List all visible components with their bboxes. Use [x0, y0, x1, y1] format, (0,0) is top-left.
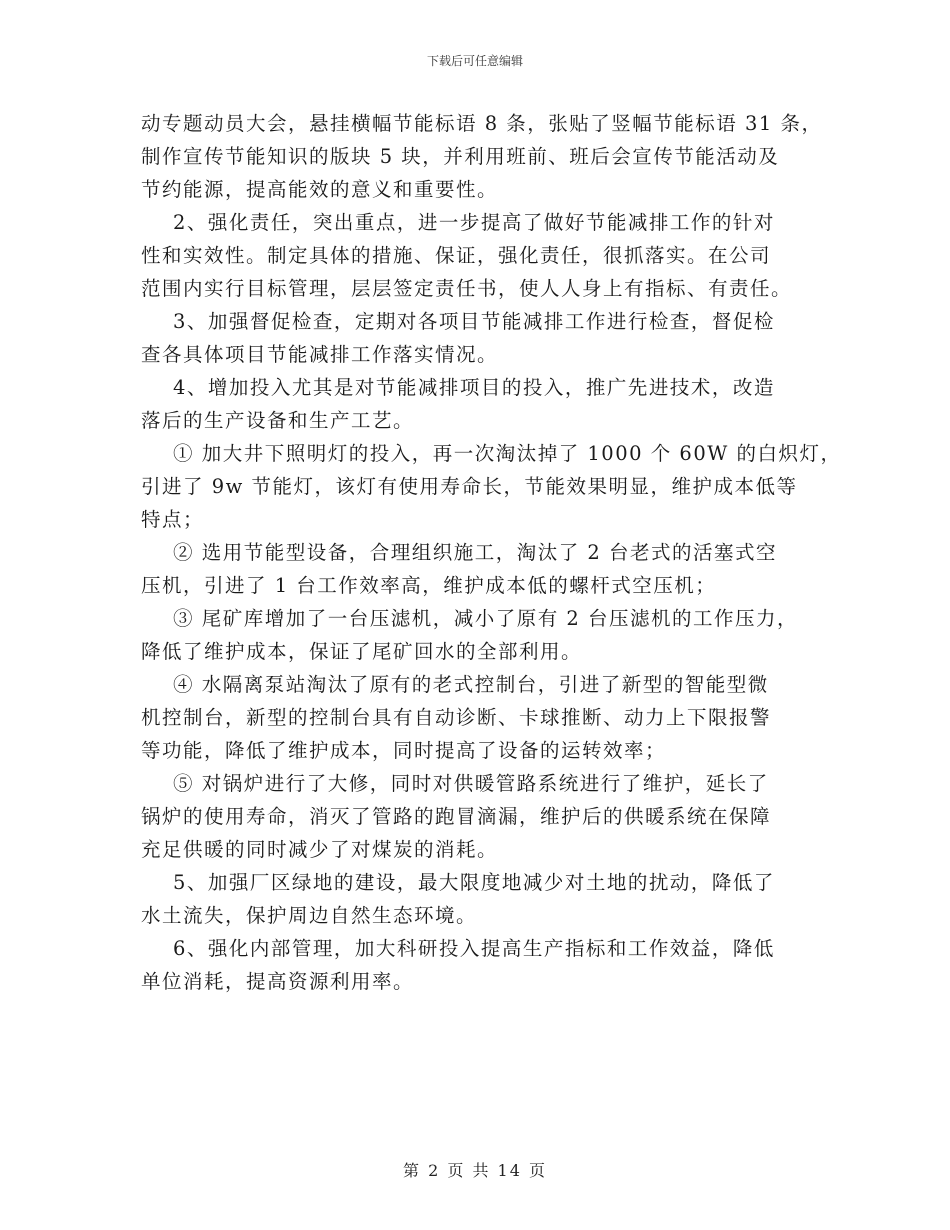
text-line: ⑤ 对锅炉进行了大修，同时对供暖管路系统进行了维护，延长了 — [173, 772, 769, 795]
text-line: 4、增加投入尤其是对节能减排项目的投入，推广先进技术，改造 — [173, 376, 775, 399]
text-line: 3、加强督促检查，定期对各项目节能减排工作进行检查，督促检 — [173, 310, 775, 333]
text-line: 压机，引进了 1 台工作效率高，维护成本低的螺杆式空压机； — [141, 574, 717, 597]
paragraph — [141, 371, 813, 437]
text-line: 范围内实行目标管理，层层签定责任书，使人人身上有指标、有责任。 — [141, 277, 793, 300]
text-line: ① 加大井下照明灯的投入，再一次淘汰掉了 1000 个 60W 的白炽灯， — [173, 442, 842, 465]
text-line: 降低了维护成本，保证了尾矿回水的全部利用。 — [141, 640, 583, 663]
text-line: ③ 尾矿库增加了一台压滤机，减小了原有 2 台压滤机的工作压力， — [173, 607, 799, 630]
document-body — [141, 107, 842, 998]
text-line: 5、加强厂区绿地的建设，最大限度地减少对土地的扰动，降低了 — [173, 871, 775, 894]
text-line: 6、强化内部管理，加大科研投入提高生产指标和工作效益，降低 — [173, 937, 775, 960]
page-header: 下载后可任意编辑 — [426, 54, 523, 68]
text-line: 等功能，降低了维护成本，同时提高了设备的运转效率； — [141, 739, 667, 762]
text-line: 机控制台，新型的控制台具有自动诊断、卡球推断、动力上下限报警 — [141, 706, 772, 729]
paragraph — [141, 305, 813, 371]
text-line: 特点； — [141, 508, 205, 531]
text-line: 2、强化责任，突出重点，进一步提高了做好节能减排工作的针对 — [173, 211, 775, 234]
paragraph — [141, 866, 813, 932]
paragraph — [141, 536, 813, 602]
text-line: 查各具体项目节能减排工作落实情况。 — [141, 343, 499, 366]
text-line: 动专题动员大会，悬挂横幅节能标语 8 条，张贴了竖幅节能标语 31 条， — [141, 112, 823, 135]
paragraph — [141, 668, 813, 767]
paragraph — [141, 206, 813, 305]
paragraph — [141, 437, 842, 536]
text-line: 制作宣传节能知识的版块 5 块，并利用班前、班后会宣传节能活动及 — [141, 145, 780, 168]
text-line: 引进了 9w 节能灯，该灯有使用寿命长，节能效果明显，维护成本低等 — [141, 475, 798, 498]
paragraph — [141, 932, 813, 998]
page-footer: 第 2 页 共 14 页 — [403, 1161, 547, 1180]
text-line: 节约能源，提高能效的意义和重要性。 — [141, 178, 499, 201]
paragraph — [141, 602, 813, 668]
text-line: 水土流失，保护周边自然生态环境。 — [141, 904, 478, 927]
text-line: ② 选用节能型设备，合理组织施工，淘汰了 2 台老式的活塞式空 — [173, 541, 778, 564]
text-line: 性和实效性。制定具体的措施、保证，强化责任，很抓落实。在公司 — [141, 244, 772, 267]
text-line: 单位消耗，提高资源利用率。 — [141, 970, 415, 993]
paragraph — [141, 107, 823, 206]
paragraph — [141, 767, 813, 866]
text-line: 锅炉的使用寿命，消灭了管路的跑冒滴漏，维护后的供暖系统在保障 — [141, 805, 772, 828]
text-line: ④ 水隔离泵站淘汰了原有的老式控制台，引进了新型的智能型微 — [173, 673, 769, 696]
text-line: 落后的生产设备和生产工艺。 — [141, 409, 415, 432]
text-line: 充足供暖的同时减少了对煤炭的消耗。 — [141, 838, 499, 861]
